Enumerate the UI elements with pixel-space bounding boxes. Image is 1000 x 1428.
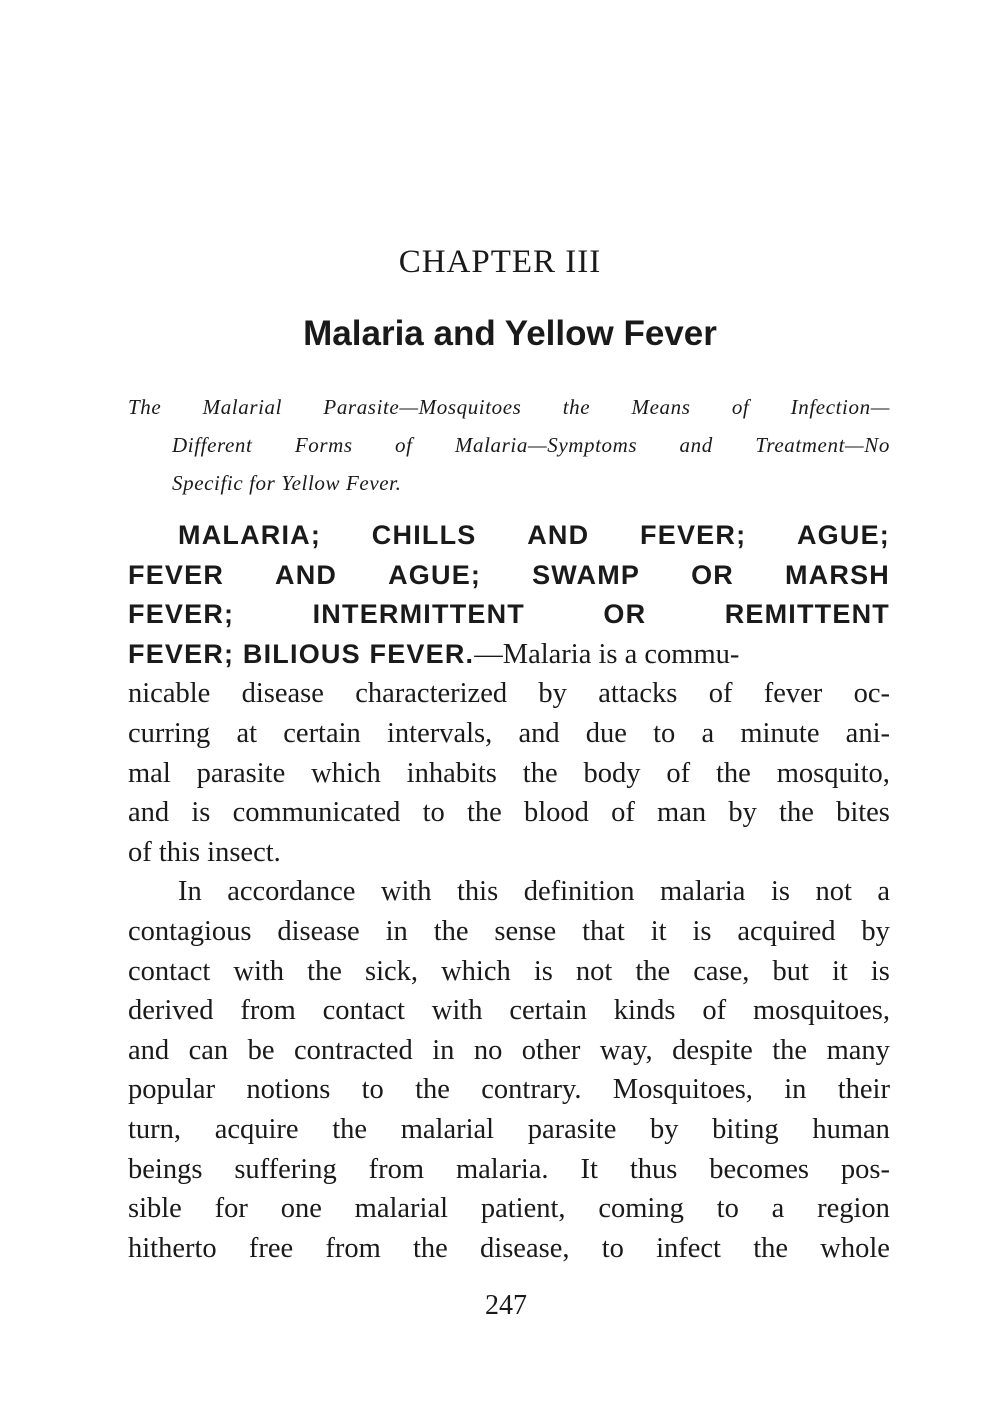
paragraph-line: contagious disease in the sense that it is acquired by — [128, 915, 890, 947]
paragraph-line: sible for one malarial patient, coming to a region — [128, 1193, 890, 1225]
paragraph-line: turn, acquire the malarial parasite by biting human — [128, 1113, 890, 1145]
body-text — [128, 516, 890, 1268]
chapter-title: Malaria and Yellow Fever — [303, 314, 717, 353]
paragraph-line: popular notions to the contrary. Mosquitoes, in their — [128, 1074, 890, 1106]
chapter-label: CHAPTER III — [398, 244, 602, 280]
section-heading-line: FEVER; INTERMITTENT OR REMITTENT — [128, 599, 890, 630]
chapter-summary — [128, 388, 890, 502]
paragraph-line: beings suffering from malaria. It thus becomes pos- — [128, 1153, 890, 1185]
paragraph-line: and can be contracted in no other way, despite the many — [128, 1034, 890, 1066]
section-heading-tail: FEVER; BILIOUS FEVER. — [128, 638, 475, 669]
paragraph-line: curring at certain intervals, and due to a minute ani- — [128, 717, 890, 749]
paragraph-line: hitherto free from the disease, to infect the whole — [128, 1232, 890, 1264]
section-heading-line: MALARIA; CHILLS AND FEVER; AGUE; — [178, 520, 890, 550]
paragraph-line: of this insect. — [128, 836, 281, 868]
paragraph-line — [128, 635, 890, 675]
section-heading-line: FEVER AND AGUE; SWAMP OR MARSH — [128, 559, 890, 590]
paragraph-line: mal parasite which inhabits the body of the mosquito, — [128, 757, 890, 789]
paragraph-line: and is communicated to the blood of man by the bites — [128, 797, 890, 829]
summary-line: Specific for Yellow Fever. — [172, 471, 402, 495]
paragraph-line: derived from contact with certain kinds of mosquitoes, — [128, 995, 890, 1027]
paragraph-line: In accordance with this definition malaria is not a — [178, 876, 890, 908]
paragraph-line: contact with the sick, which is not the case, but it is — [128, 955, 890, 987]
paragraph-line: nicable disease characterized by attacks of fever oc- — [128, 678, 890, 710]
summary-line: The Malarial Parasite—Mosquitoes the Means of Infection— — [128, 395, 890, 419]
summary-line: Different Forms of Malaria—Symptoms and Treatment—No — [172, 433, 890, 457]
paragraph-text: —Malaria is a commu- — [474, 638, 740, 670]
page-number: 247 — [485, 1290, 527, 1321]
